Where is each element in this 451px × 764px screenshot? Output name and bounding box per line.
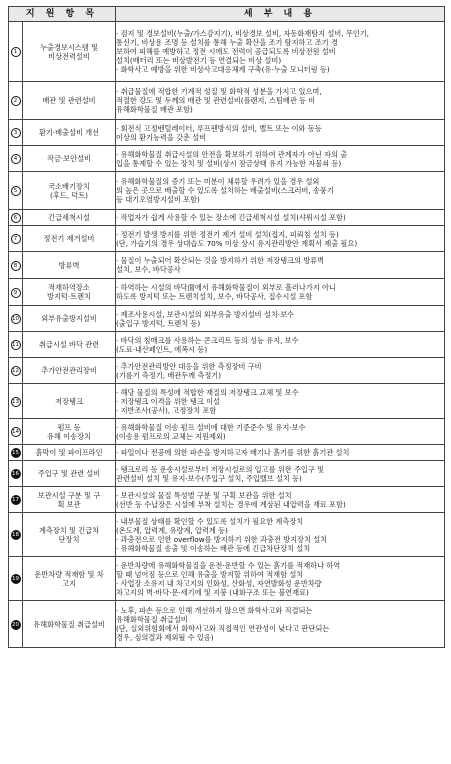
detail-line: · 유해화학물질 취급시설의 안전을 확보하기 위하여 관계자가 아닌 자의 출 (116, 149, 348, 159)
row-number: 11 (12, 342, 19, 348)
detail-line: · 검지 및 경보설비(누출/가스감지기), 비상경보 설비, 자동화재탐지 설비, 무인기, (116, 29, 369, 38)
detail-cell (116, 513, 445, 557)
row-number: 2 (11, 96, 21, 106)
detail-line: · 노후, 파손 등으로 인해 개선하지 않으면 화학사고와 직결되는 (116, 606, 313, 615)
detail-cell (116, 22, 445, 82)
row-number-cell (9, 226, 23, 252)
detail-header: 세 부 내 용 (116, 7, 445, 22)
detail-line: · 저장탱크 이격을 위한 탱크 이설 (116, 396, 220, 406)
detail-line: 할 때 넘어짐 등으로 인해 유출을 방지할 위하여 적재함 설치 (116, 569, 304, 579)
support-item-name: 주입구 및 관련 설비 (37, 469, 101, 478)
detail-cell (116, 487, 445, 513)
support-item-name: 획 보관 (57, 499, 81, 509)
detail-line: 적절한 강도 및 두께의 배관 및 관련설비(플랜지, 스팀배관 등 비 (116, 96, 316, 105)
table-row (9, 306, 445, 332)
row-number: 19 (12, 576, 19, 582)
table-row (9, 146, 445, 172)
detail-line: · 정전기 발생 방지를 위한 정전기 제거 설비 설치(접지, 피뢰침 설치 등) (116, 229, 339, 239)
table-row (9, 226, 445, 252)
detail-line: 통신기, 비상용 조명 등 설치를 통해 누출 확산을 조기 탐지하고 조기 경 (116, 38, 338, 47)
detail-cell (116, 120, 445, 146)
support-item-name: 유해 이송장치 (47, 431, 91, 441)
detail-line: (선반 등 수납장은 시설에 부착 설치는 경우에 계상된 내압력을 재료 포함) (116, 499, 346, 509)
detail-cell (116, 82, 445, 120)
row-number: 5 (11, 186, 21, 196)
support-item-header: 지 원 항 목 (9, 7, 116, 22)
row-number-cell (9, 557, 23, 601)
detail-cell (116, 252, 445, 279)
detail-line: 등 대기오염방지설비 포함) (116, 195, 200, 204)
detail-line: 설치(배터리 또는 비상발전기 등 연결되는 비상 설비) (116, 56, 282, 65)
support-item-name: 저장탱크 (55, 396, 83, 406)
table-row (9, 487, 445, 513)
support-item-cell (23, 445, 116, 461)
row-number: 4 (11, 154, 21, 164)
detail-cell (116, 461, 445, 487)
detail-line: · 지반조사(공사), 고정장치 포함 (116, 405, 217, 415)
row-number-cell (9, 601, 23, 648)
table-row (9, 358, 445, 384)
detail-cell (116, 332, 445, 358)
detail-line: · 보관시설의 물질 특성별 구분 및 구획 보관을 위한 설치 (116, 490, 292, 500)
detail-line: · 작업자가 쉽게 사용할 수 있는 장소에 긴급세척시설 설치(샤워시설 포함) (116, 213, 346, 222)
detail-cell (116, 210, 445, 226)
support-item-name: 고지 (62, 578, 76, 588)
support-item-cell (23, 487, 116, 513)
table-row (9, 210, 445, 226)
row-number: 17 (12, 497, 19, 503)
support-item-name: 작금·보안설비 (47, 154, 91, 163)
support-item-name: 긴급세척시설 (48, 213, 90, 222)
support-item-cell (23, 22, 116, 82)
support-item-cell (23, 120, 116, 146)
row-number-cell (9, 82, 23, 120)
row-number-cell (9, 487, 23, 513)
row-number: 8 (11, 261, 21, 271)
detail-line: 관련설비 설치 및 유지·보수(주입구 설치, 주입밸브 설치 등) (116, 473, 302, 483)
support-item-cell (23, 358, 116, 384)
table-row (9, 384, 445, 419)
support-item-cell (23, 210, 116, 226)
row-number: 1 (11, 47, 21, 57)
row-number: 20 (12, 621, 19, 628)
support-item-cell (23, 226, 116, 252)
support-item-cell (23, 252, 116, 279)
support-item-name: 국소배기장치 (48, 181, 90, 191)
detail-line: · 과충전으로 인한 overflow를 방지하기 위한 과충전 방지장치 설치 (116, 534, 328, 544)
detail-line: 의 높은 곳으로 배출할 수 있도록 설치하는 배출설비(스크러버, 송풍기 (116, 186, 334, 195)
detail-cell (116, 358, 445, 384)
detail-line: 이상의 환기능력을 갖춘 설비 (116, 132, 207, 142)
detail-cell (116, 146, 445, 172)
table-row (9, 252, 445, 279)
row-number: 18 (12, 532, 19, 538)
row-number-cell (9, 513, 23, 557)
detail-line: 경우, 심의결과 제외될 수 있음) (116, 633, 214, 642)
support-item-name: 운반차량 적재함 및 차 (34, 569, 104, 579)
support-item-name: 방지턱·트렌치 (47, 292, 91, 301)
detail-line: · 유해화학물질 송출 및 이송하는 배관 등에 긴급차단장치 설치 (116, 543, 311, 553)
support-item-cell (23, 146, 116, 172)
support-item-cell (23, 557, 116, 601)
detail-line: · 하역하는 시설의 바닥面에서 유해화학물질이 외부로 흘러나가지 아니 (116, 283, 336, 292)
table-row (9, 419, 445, 445)
table-row (9, 461, 445, 487)
support-item-name: 비상전력설비 (48, 51, 90, 61)
row-number-cell (9, 120, 23, 146)
row-number: 7 (11, 234, 21, 244)
support-item-name: 유해화학물질 취급설비 (33, 619, 105, 629)
detail-cell (116, 384, 445, 419)
row-number-cell (9, 22, 23, 82)
row-number: 15 (12, 450, 19, 456)
support-item-name: 보관시설 구분 및 구 (37, 490, 101, 500)
support-item-name: (후드, 덕트) (50, 190, 88, 200)
detail-line: · 물질이 누출되어 확산되는 것을 방지하기 위한 저장탱크의 방류벽 (116, 256, 325, 265)
detail-line: (기름기 측정기, 배관두께 측정기) (116, 370, 222, 380)
table-row (9, 82, 445, 120)
row-number: 3 (11, 128, 21, 138)
row-number-cell (9, 445, 23, 461)
detail-line: 유해화학물질 배관 포함) (116, 105, 193, 114)
detail-line: 보하여 피해를 예방하고 정전 시에도 전력이 공급되도록 비상전원 설비 (116, 47, 336, 56)
row-number: 6 (11, 213, 21, 223)
detail-line: (단, 가습기의 경우 상대습도 70% 이상 상시 유지관리방안 계획서 제출 필요) (116, 238, 358, 248)
detail-line: · 파일이나 전공에 의한 파손을 방지하고자 배기나 흙기를 위한 흙기관 설치 (116, 448, 350, 457)
row-number-cell (9, 419, 23, 445)
detail-cell (116, 172, 445, 210)
support-item-name: 펌프 등 (57, 422, 81, 432)
support-item-name: 취급시설 바닥 관련 (38, 340, 100, 349)
support-item-cell (23, 384, 116, 419)
row-number: 16 (12, 471, 19, 477)
detail-cell (116, 306, 445, 332)
support-item-name: 계측장치 및 긴급차 (38, 525, 100, 535)
detail-line: · 내부물질 상태를 확인할 수 있도록 설치가 필요한 계측장치 (116, 516, 304, 526)
detail-line: 유해화학물질 취급설비 (116, 615, 188, 624)
support-items-table (8, 6, 445, 648)
detail-line: · 사업장 소유지 내 차고지의 인화성, 산화성, 자연발화성 운반차량 (116, 578, 322, 588)
support-item-name: 외부유출방지설비 (41, 314, 97, 323)
detail-line: (도료·내산페인트, 에폭시 등) (116, 344, 208, 354)
detail-line: · 취급물질에 적합한 기계적 성질 및 화학적 성분을 가지고 있으며, (116, 87, 322, 96)
table-row (9, 279, 445, 306)
table-row (9, 22, 445, 82)
detail-line: · 제조사용시설, 보관시설의 외부유출 방지설비 설치·보수 (116, 309, 294, 319)
detail-line: · 운반차량에 유해화학물질을 운전·운반할 수 있는 흙기를 적재하나 하역 (116, 560, 341, 570)
detail-line: (온도계, 압력계, 유량계, 압력계 등) (116, 525, 228, 535)
row-number-cell (9, 461, 23, 487)
table-row (9, 120, 445, 146)
detail-line: (단, 실외위험회에서 화학사고와 직접적인 연관성이 낮다고 판단되는 (116, 624, 330, 633)
detail-cell (116, 445, 445, 461)
detail-line: · 화학사고 예방을 위한 비상사고대응체계 구축(유·누출 모니터링 등) (116, 65, 330, 74)
table-row (9, 445, 445, 461)
row-number: 9 (11, 288, 21, 298)
table-row (9, 513, 445, 557)
detail-line: 하도록 방지턱 또는 트렌치설치, 보수, 바닥공사, 집수시설 포함 (116, 292, 313, 301)
detail-cell (116, 601, 445, 648)
row-number-cell (9, 146, 23, 172)
row-number-cell (9, 384, 23, 419)
table-row (9, 172, 445, 210)
table-row (9, 601, 445, 648)
row-number-cell (9, 358, 23, 384)
detail-line: (출입구 방지턱, 트렌치 등) (116, 318, 201, 328)
row-number-cell (9, 332, 23, 358)
detail-cell (116, 226, 445, 252)
detail-line: 차고지의 벽·바닥·문·세기에 및 지붕 (내화구조 또는 불연재료) (116, 587, 309, 597)
support-item-cell (23, 279, 116, 306)
table-header-row (9, 7, 445, 22)
detail-line: · 유해화학물질 이송 펌프 설비에 대한 기준준수 및 유지·보수 (116, 422, 306, 432)
row-number: 12 (12, 368, 19, 374)
support-item-name: 누출경보시스템 및 (40, 42, 98, 52)
support-item-cell (23, 332, 116, 358)
support-item-cell (23, 513, 116, 557)
detail-line: (이송용 펌프로의 교체는 지원제외) (116, 431, 226, 441)
detail-line: · 탱크로리 등 운송시설로부터 저장시설로의 입고를 위한 주입구 및 (116, 464, 325, 474)
row-number: 13 (12, 398, 19, 405)
detail-cell (116, 279, 445, 306)
row-number-cell (9, 210, 23, 226)
support-item-name: 추가안전관리장비 (41, 366, 97, 375)
support-item-name: 흙막이 및 파이프라인 (35, 448, 103, 457)
support-item-name: 단장치 (58, 534, 80, 544)
support-item-cell (23, 306, 116, 332)
row-number-cell (9, 252, 23, 279)
detail-line: · 유해화학물질의 증기 또는 미분이 체류할 우려가 있을 경우 설외 (116, 177, 320, 186)
detail-line: 입을 통제할 수 있는 장치 및 설비(상시 잠금상태 유지 가능한 자물쇠 등) (116, 158, 342, 168)
table-row (9, 557, 445, 601)
support-item-name: 방류벽 (58, 260, 80, 270)
detail-line: · 해당 물질의 특성에 적합한 재질의 저장탱크 교체 및 보수 (116, 387, 299, 397)
row-number: 10 (12, 316, 19, 322)
row-number-cell (9, 172, 23, 210)
support-item-cell (23, 172, 116, 210)
support-item-cell (23, 601, 116, 648)
detail-line: · 바닥의 침매크를 사용하는 콘크리트 등의 성능 유지, 보수 (116, 335, 299, 345)
support-item-cell (23, 419, 116, 445)
row-number-cell (9, 306, 23, 332)
support-item-name: 정전기 제거설비 (43, 234, 95, 243)
detail-cell (116, 419, 445, 445)
row-number-cell (9, 279, 23, 306)
support-item-name: 환기·배출설비 개선 (38, 128, 100, 137)
detail-line: 설치, 보수, 바닥공사 (116, 265, 181, 274)
table-row (9, 332, 445, 358)
detail-line: · 회전식 고정벤틸레이터, 루프팬방식의 설비, 벨트 또는 이와 동등 (116, 123, 322, 133)
detail-cell (116, 557, 445, 601)
row-number: 14 (12, 429, 19, 435)
support-item-cell (23, 461, 116, 487)
support-item-name: 배관 및 관련설비 (42, 96, 96, 105)
support-item-cell (23, 82, 116, 120)
support-item-name: 적재하역장소 (48, 283, 90, 292)
detail-line: · 추가안전관리방안 대응을 위한 측정장비 구비 (116, 361, 262, 371)
